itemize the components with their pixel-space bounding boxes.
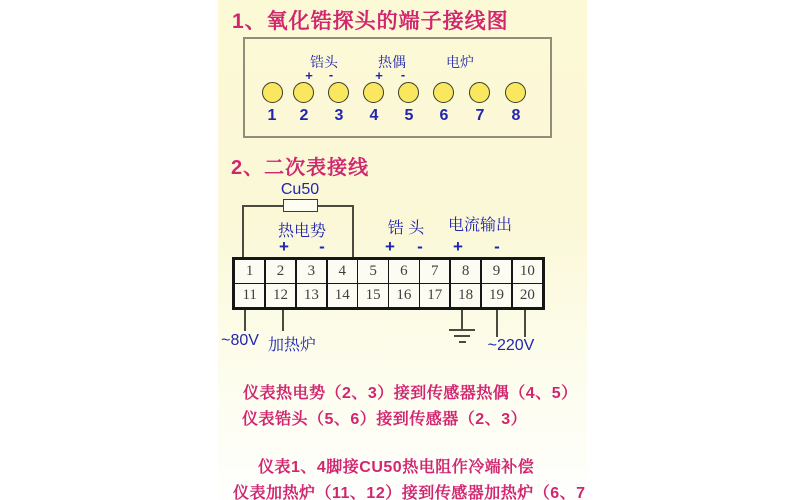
v220-wire-a: [496, 310, 498, 337]
strip-cell: 15: [358, 284, 387, 307]
v220-label: ~220V: [487, 337, 535, 354]
current-minus-sign: -: [494, 237, 500, 256]
note-line-4: 仪表加热炉（11、12）接到传感器加热炉（6、7: [233, 485, 586, 500]
probe-minus-sign-t5: -: [400, 67, 406, 82]
strip-cell: 11: [235, 284, 264, 307]
probe-terminal-circle-3: [328, 82, 349, 103]
strip-cell: 18: [451, 284, 480, 307]
emf-plus-sign: +: [279, 237, 289, 256]
strip-cell: 12: [266, 284, 295, 307]
strip-cell: 17: [420, 284, 449, 307]
strip-cell: 2: [266, 260, 295, 283]
cu50-left-leg-wire: [242, 205, 244, 257]
strip-cell: 16: [389, 284, 418, 307]
probe-terminal-circle-1: [262, 82, 283, 103]
heater-wire: [282, 310, 284, 331]
cu50-right-leg-wire: [352, 205, 354, 257]
probe-terminal-circle-8: [505, 82, 526, 103]
probe-terminal-number: 8: [511, 107, 521, 124]
strip-cell: 4: [328, 260, 357, 283]
note-line-3: 仪表1、4脚接CU50热电阻作冷端补偿: [258, 459, 535, 476]
probe-terminal-number: 2: [299, 107, 309, 124]
cu50-label: Cu50: [280, 181, 320, 198]
ground-wire: [461, 310, 463, 329]
probe-terminal-number: 7: [475, 107, 485, 124]
probe-minus-sign-t3: -: [328, 67, 334, 82]
note-line-1: 仪表热电势（2、3）接到传感器热偶（4、5）: [243, 385, 578, 402]
zr-minus-sign: -: [417, 237, 423, 256]
strip-cell: 1: [235, 260, 264, 283]
v80-label: ~80V: [221, 332, 259, 349]
strip-cell: 3: [297, 260, 326, 283]
emf-label: 热电势: [277, 223, 327, 240]
probe-terminal-circle-4: [363, 82, 384, 103]
current-output-label: 电流输出: [447, 217, 513, 234]
strip-cell: 7: [420, 260, 449, 283]
probe-group-label-zr-head: 锆头: [310, 54, 338, 70]
strip-cell: 8: [451, 260, 480, 283]
ground-icon: [449, 329, 475, 344]
probe-terminal-circle-6: [433, 82, 454, 103]
probe-group-label-furnace: 电炉: [446, 54, 474, 70]
v220-wire-b: [524, 310, 526, 337]
zr-head-label: 锆 头: [387, 220, 425, 237]
probe-terminal-number: 6: [439, 107, 449, 124]
terminal-strip: [232, 257, 545, 310]
probe-group-label-thermocouple: 热偶: [378, 54, 406, 70]
cu50-resistor-symbol: [283, 199, 318, 212]
probe-terminal-number: 1: [267, 107, 277, 124]
note-line-2: 仪表锆头（5、6）接到传感器（2、3）: [242, 411, 528, 428]
strip-cell: 9: [482, 260, 511, 283]
zr-plus-sign: +: [385, 237, 395, 256]
emf-minus-sign: -: [319, 237, 325, 256]
strip-cell: 5: [358, 260, 387, 283]
probe-terminal-circle-7: [469, 82, 490, 103]
strip-cell: 20: [513, 284, 542, 307]
probe-terminal-circle-5: [398, 82, 419, 103]
section2-title: 2、二次表接线: [231, 157, 370, 179]
probe-terminal-number: 4: [369, 107, 379, 124]
probe-plus-sign-t4: +: [375, 68, 383, 83]
heater-label: 加热炉: [267, 337, 317, 354]
strip-cell: 6: [389, 260, 418, 283]
current-plus-sign: +: [453, 237, 463, 256]
strip-cell: 13: [297, 284, 326, 307]
probe-plus-sign-t2: +: [305, 68, 313, 83]
section1-title: 1、氧化锆探头的端子接线图: [232, 10, 509, 33]
probe-terminal-circle-2: [293, 82, 314, 103]
strip-cell: 19: [482, 284, 511, 307]
strip-cell: 10: [513, 260, 542, 283]
v80-wire: [244, 310, 246, 331]
probe-terminal-number: 5: [404, 107, 414, 124]
strip-cell: 14: [328, 284, 357, 307]
probe-terminal-number: 3: [334, 107, 344, 124]
